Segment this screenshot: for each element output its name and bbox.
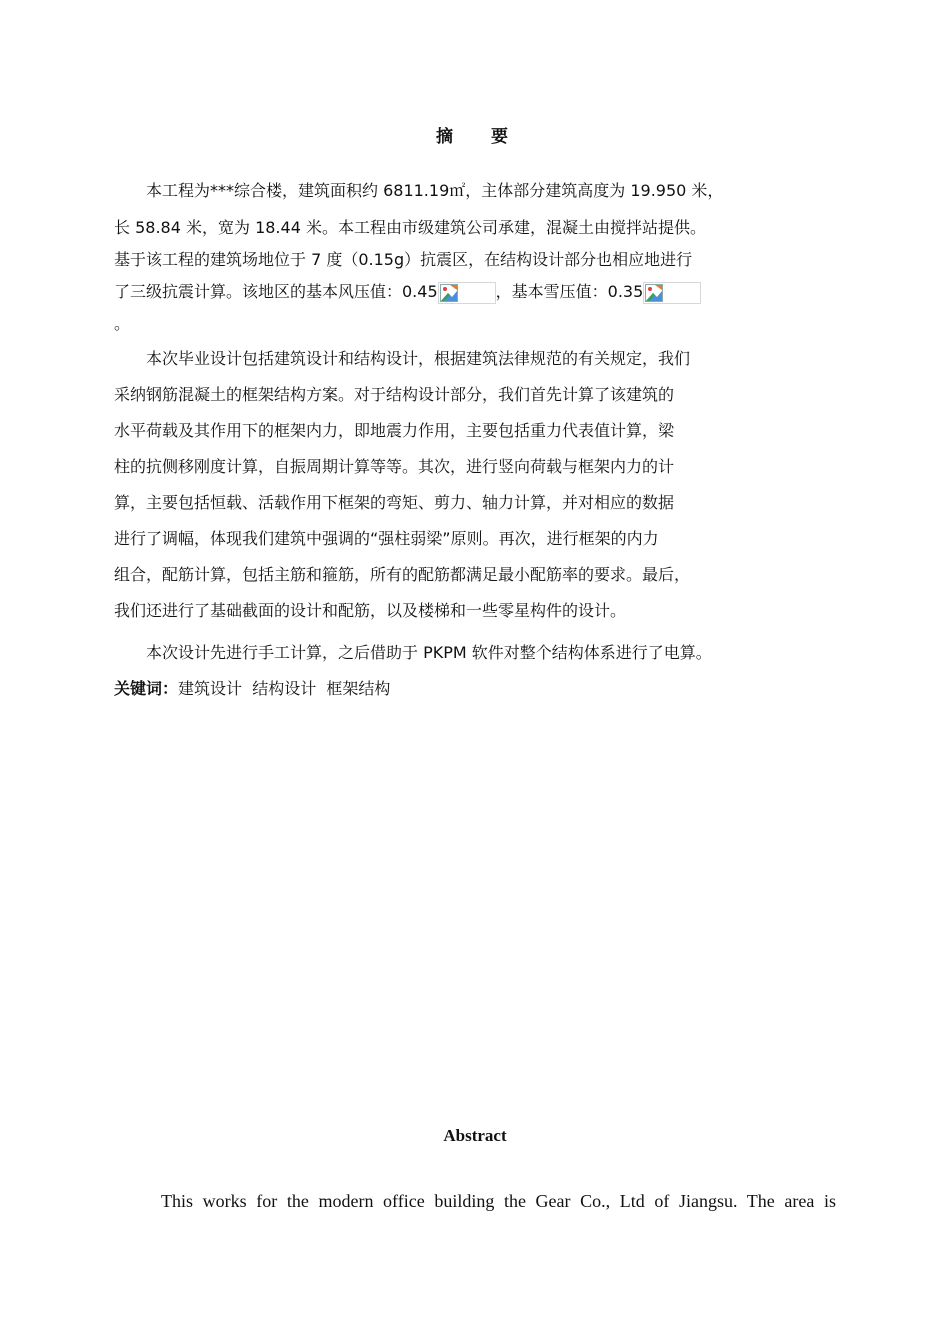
paragraph-1-line-2: 长 58.84 米，宽为 18.44 米。本工程由市级建筑公司承建，混凝土由搅拌站提供。 <box>114 218 706 237</box>
keywords-value: 建筑设计 结构设计 框架结构 <box>178 679 391 698</box>
paragraph-1-line-5: 。 <box>114 314 131 333</box>
title-char-2: 要 <box>491 127 514 147</box>
abstract-title-en: Abstract <box>443 1126 507 1145</box>
paragraph-2-line-8: 我们还进行了基础截面的设计和配筋，以及楼梯和一些零星构件的设计。 <box>114 601 627 620</box>
snow-pressure-text: ，基本雪压值：0.35 <box>495 282 644 301</box>
paragraph-1-line-4 <box>114 281 701 304</box>
paragraph-2-line-2: 采纳钢筋混凝土的框架结构方案。对于结构设计部分，我们首先计算了该建筑的 <box>114 385 675 404</box>
broken-image-icon <box>643 282 701 304</box>
wind-pressure-text: 了三级抗震计算。该地区的基本风压值：0.45 <box>114 282 438 301</box>
title-char-1: 摘 <box>436 127 459 147</box>
keywords-line <box>114 678 390 700</box>
paragraph-2-line-1: 本次毕业设计包括建筑设计和结构设计，根据建筑法律规范的有关规定，我们 <box>146 349 691 368</box>
paragraph-2-line-5: 算，主要包括恒载、活载作用下框架的弯矩、剪力、轴力计算，并对相应的数据 <box>114 493 675 512</box>
abstract-en-line-1: This works for the modern office building the Gear Co., Ltd of Jiangsu. The area is <box>161 1191 836 1211</box>
paragraph-2-line-6: 进行了调幅，体现我们建筑中强调的“强柱弱梁”原则。再次，进行框架的内力 <box>114 529 659 548</box>
abstract-title-cn <box>0 122 950 147</box>
paragraph-2-line-4: 柱的抗侧移刚度计算，自振周期计算等等。其次，进行竖向荷载与框架内力的计 <box>114 457 675 476</box>
paragraph-1-line-1: 本工程为***综合楼，建筑面积约 6811.19㎡，主体部分建筑高度为 19.950 米， <box>146 181 724 200</box>
paragraph-1-line-3: 基于该工程的建筑场地位于 7 度（0.15g）抗震区，在结构设计部分也相应地进行 <box>114 250 693 269</box>
paragraph-2-line-3: 水平荷载及其作用下的框架内力，即地震力作用，主要包括重力代表值计算，梁 <box>114 421 675 440</box>
keywords-label: 关键词： <box>114 679 179 698</box>
paragraph-2-line-7: 组合，配筋计算，包括主筋和箍筋，所有的配筋都满足最小配筋率的要求。最后， <box>114 565 691 584</box>
broken-image-icon <box>438 282 496 304</box>
paragraph-3-line-1: 本次设计先进行手工计算，之后借助于 PKPM 软件对整个结构体系进行了电算。 <box>146 643 712 662</box>
abstract-body-en <box>114 1188 836 1214</box>
